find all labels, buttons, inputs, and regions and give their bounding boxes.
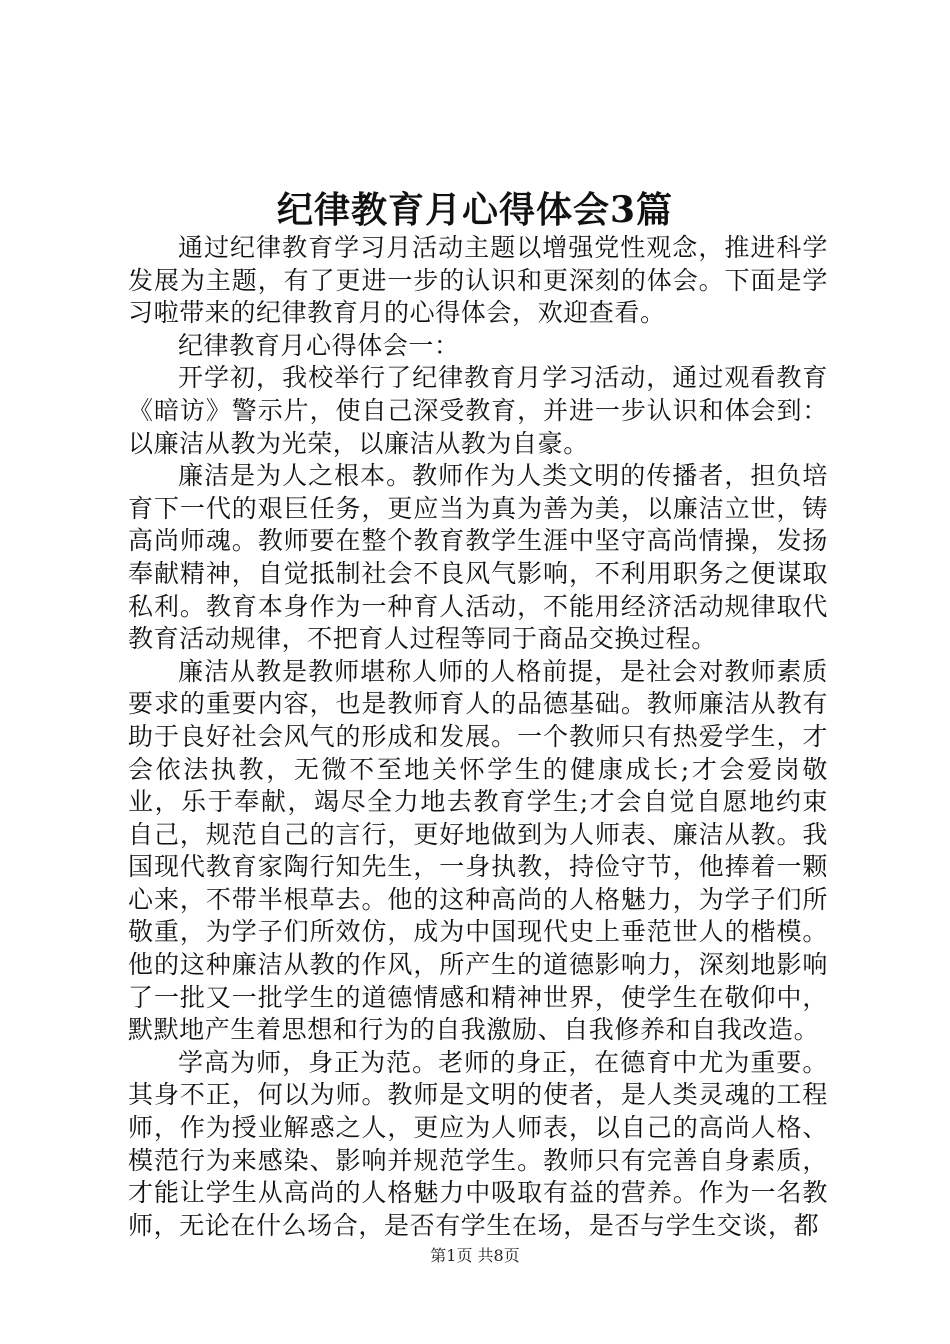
page-number-footer: 第1页 共8页 xyxy=(430,1246,520,1265)
document-title: 纪律教育月心得体会3篇 xyxy=(276,189,674,231)
body-paragraph: 学高为师，身正为范。老师的身正，在德育中尤为重要。其身不正，何以为师。教师是文明的使者，是人类灵魂的工程师，作为授业解惑之人，更应为人师表，以自己的高尚人格、模范行为来感染、影响并规范学生。教师只有完善自身素质，才能让学生从高尚的人格魅力中吸取有益的营养。作为一名教师，无论在什么场合，是否有学生在场，是否与学生交谈，都 xyxy=(128,1047,828,1240)
intro-paragraph: 通过纪律教育学习月活动主题以增强党性观念，推进科学发展为主题，有了更进一步的认识和更深刻的体会。下面是学习啦带来的纪律教育月的心得体会，欢迎查看。 xyxy=(128,233,828,328)
document-body xyxy=(128,232,828,1242)
body-paragraph: 开学初，我校举行了纪律教育月学习活动，通过观看教育《暗访》警示片，使自己深受教育，并进一步认识和体会到：以廉洁从教为光荣，以廉洁从教为自豪。 xyxy=(128,363,828,458)
body-paragraph: 廉洁是为人之根本。教师作为人类文明的传播者，担负培育下一代的艰巨任务，更应当为真为善为美，以廉洁立世，铸高尚师魂。教师要在整个教育教学生涯中坚守高尚情操，发扬奉献精神，自觉抵制社会不良风气影响，不利用职务之便谋取私利。教育本身作为一种育人活动，不能用经济活动规律取代教育活动规律，不把育人过程等同于商品交换过程。 xyxy=(128,461,828,654)
body-paragraph: 廉洁从教是教师堪称人师的人格前提，是社会对教师素质要求的重要内容，也是教师育人的品德基础。教师廉洁从教有助于良好社会风气的形成和发展。一个教师只有热爱学生，才会依法执教，无微不至地关怀学生的健康成长;才会爱岗敬业，乐于奉献，竭尽全力地去教育学生;才会自觉自愿地约束自己，规范自己的言行，更好地做到为人师表、廉洁从教。我国现代教育家陶行知先生，一身执教，持俭守节，他捧着一颗心来，不带半根草去。他的这种高尚的人格魅力，为学子们所敬重，为学子们所效仿，成为中国现代史上垂范世人的楷模。他的这种廉洁从教的作风，所产生的道德影响力，深刻地影响了一批又一批学生的道德情感和精神世界，使学生在敬仰中，默默地产生着思想和行为的自我激励、自我修养和自我改造。 xyxy=(128,656,828,1045)
section-heading: 纪律教育月心得体会一： xyxy=(178,330,460,360)
